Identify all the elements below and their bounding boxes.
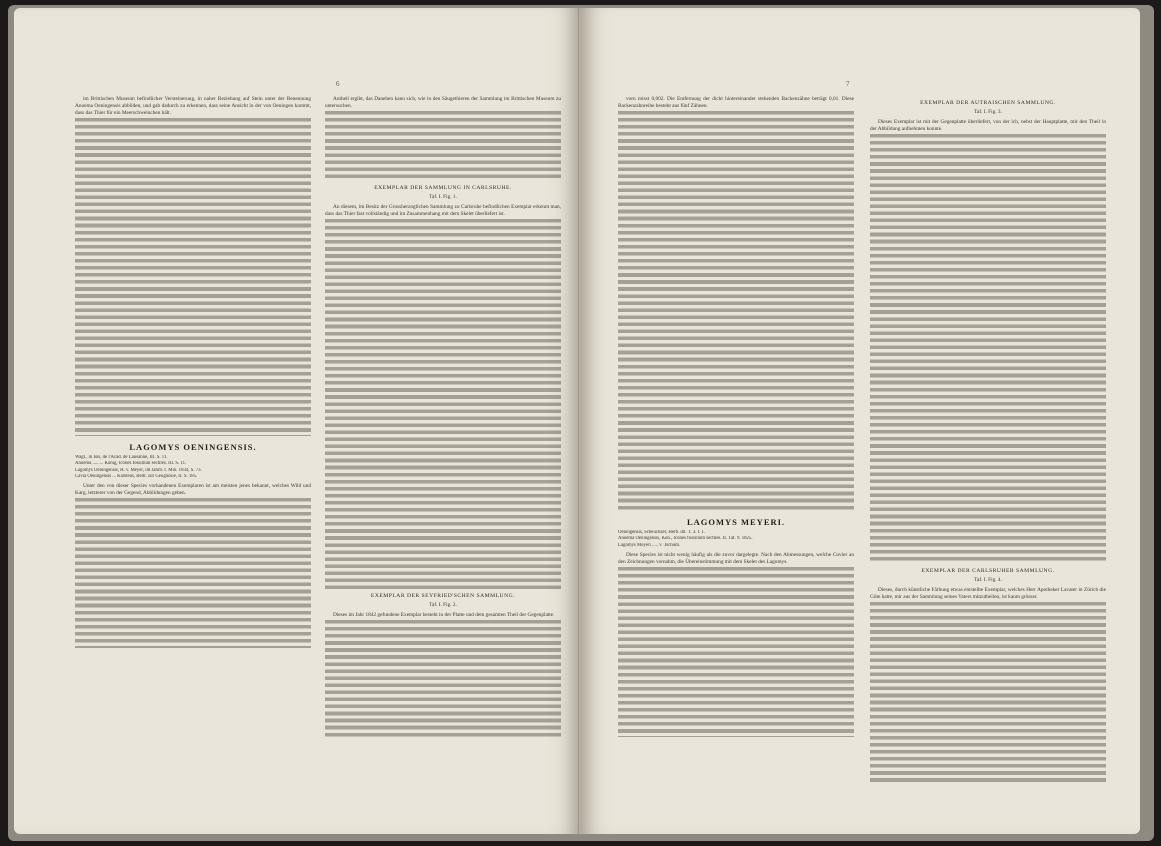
text-block bbox=[75, 118, 311, 436]
page-number-right: 7 bbox=[846, 80, 850, 88]
synonym-entry: Wagl., in Isis, de l'Acad. de Lausanne, III. S. 11. bbox=[75, 455, 168, 461]
text-block bbox=[870, 602, 1106, 782]
synonym-entry: Anoema ......... König, Icones fossilium sectiles. III. S. 11. bbox=[75, 461, 187, 467]
synonym-list bbox=[618, 530, 854, 549]
subsection-heading-autraische: EXEMPLAR DER AUTRAISCHEN SAMMLUNG. bbox=[920, 100, 1056, 106]
text-block bbox=[325, 620, 561, 740]
text-block bbox=[325, 111, 561, 181]
right-page bbox=[580, 8, 1140, 834]
left-col2-text-top: Antheil ergibt, das Daneben kann sich, wie in den Säugethieren der Sammlung im Brittischen Museum zu untersuchen. bbox=[325, 96, 561, 110]
text-block bbox=[618, 567, 854, 737]
text-block bbox=[325, 219, 561, 589]
synonym-entry: Lagomys Meyeri ..... v. Tschudi. bbox=[618, 542, 681, 548]
left-page-column-2 bbox=[325, 96, 561, 810]
subsection-heading-carlsruhe-2: EXEMPLAR DER CARLSRUHER SAMMLUNG. bbox=[921, 568, 1055, 575]
section-heading-lagomys-oeningensis: LAGOMYS OENINGENSIS. bbox=[129, 442, 257, 453]
synonym-list bbox=[75, 455, 311, 480]
synonym-entry: Oeningensis, Scheuchzer, Herb. dil. T. 3. f. 1. bbox=[618, 530, 706, 536]
left-col1-text-bottom: Unter den von dieser Species vorhandenen Exemplaren ist am meisten jenes bekannt, welches Wild und Karg, letzterer von der Gegend, Abbildungen geben. bbox=[75, 483, 311, 497]
text-block bbox=[870, 134, 1106, 564]
right-col1-text-bottom: Diese Species ist nicht wenig häufig als die zuvor dargelegte. Nach den Abmessungen, welche Cuvier an den Zeichnungen vornahm, die Übereinstimmung mit dem Skelet des Lagomys. bbox=[618, 551, 854, 565]
right-page-column-2 bbox=[870, 96, 1106, 810]
synonym-entry: Anoema Oeningensis, Kön., Icones fossilium sectiles. II. Taf. 9. 1825. bbox=[618, 536, 753, 542]
subsection-heading-carlsruhe: EXEMPLAR DER SAMMLUNG IN CARLSRUHE. bbox=[374, 185, 512, 192]
plate-reference: Taf. I. Fig. 4. bbox=[974, 577, 1002, 584]
left-col2-text-mid: An diesem, im Besitz der Grossherzoglichen Sammlung zu Carlsruhe befindlichen Exemplar erkennt man, dass das Thier fast vollständig und im Zusammenhang mit dem Skelet überliefert ist. bbox=[325, 204, 561, 218]
section-heading-lagomys-meyeri: LAGOMYS MEYERI. bbox=[686, 517, 786, 528]
text-block bbox=[75, 498, 311, 648]
left-page-column-1 bbox=[75, 96, 311, 810]
left-col2-text-bottom: Dieses im Jahr 1842 gefundene Exemplar besteht in der Platte und dem gesamten Theil der Gegenplatte. bbox=[333, 612, 555, 619]
plate-reference: Taf. I. Fig. 1. bbox=[429, 194, 457, 201]
text-block bbox=[618, 111, 854, 511]
synonym-entry: Cavia Oeningensis ... Karstens, Beitr. zur Geognosie, II. S. 185. bbox=[75, 473, 198, 479]
page-number-left: 6 bbox=[336, 80, 340, 88]
right-page-column-1 bbox=[618, 96, 854, 810]
left-page bbox=[14, 8, 580, 834]
left-col1-text-top: im Brittischen Museum befindlicher Versteinerung, in naher Beziehung auf Stein unter der Benennung Anoema Oeningensis abbilden, und gab dadurch zu erkennen, dass seine Ansicht in der von Oeningen kommt, dass das Thier für ein Meerschweinchen hält. bbox=[75, 96, 311, 117]
plate-reference: Taf. I. Fig. 3. bbox=[974, 109, 1002, 116]
right-col2-text-bottom: Dieses, durch künstliche Färbung etwas entstellte Exemplar, welches Herr Apotheker Lavater in Zürich die Güte hatte, mir aus der Sammlung seines Vaters mitzutheilen, ist kaum grösser. bbox=[870, 587, 1106, 601]
right-col1-text-top: vorn misst 0,002. Die Entfernung der dicht hintereinander stehenden Backenzähne beträgt 0,01. Diese Backenzahnreihe besteht aus fünf Zähnen. bbox=[618, 96, 854, 110]
synonym-entry: Lagomys Oeningensis, H. v. Meyer, im Jahrb. f. Min. 1834, S. 73. bbox=[75, 467, 202, 473]
plate-reference: Taf. I. Fig. 2. bbox=[429, 602, 457, 609]
right-col2-text-top: Dieses Exemplar ist mit der Gegenplatte überliefert, von der ich, nebst der Hauptplatte, mir den Theil in der Abbildung aufnehmen konnte. bbox=[870, 119, 1106, 133]
subsection-heading-seyfried: EXEMPLAR DER SEYFRIED'SCHEN SAMMLUNG. bbox=[370, 593, 516, 600]
